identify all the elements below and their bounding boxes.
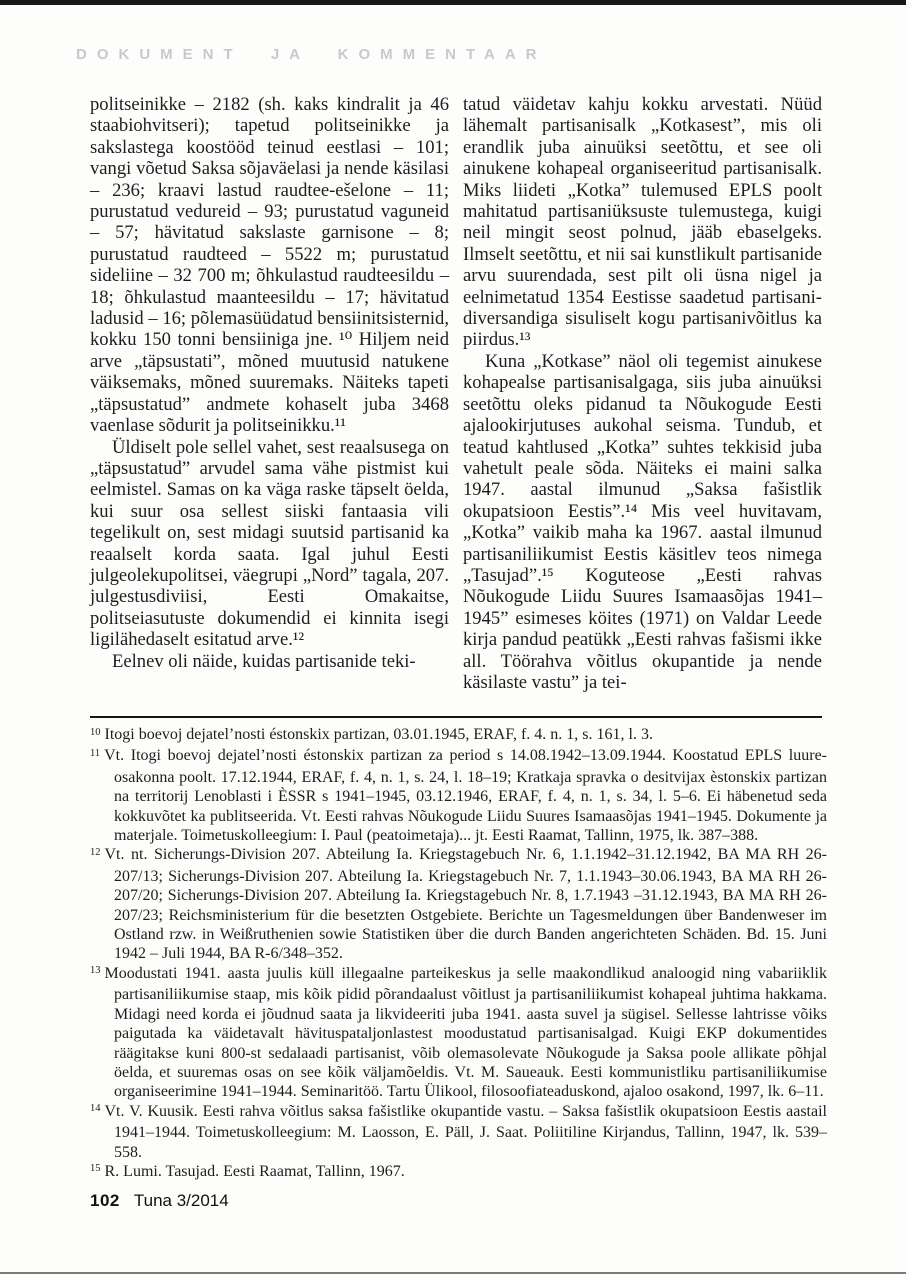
footnote xyxy=(90,725,827,746)
footnote-text: R. Lumi. Tasujad. Eesti Raamat, Tallinn, 1967. xyxy=(104,1162,405,1180)
footnote xyxy=(90,746,827,845)
footnote-number: 10 xyxy=(90,726,101,738)
footnote-text: Moodustati 1941. aasta juulis küll illegaalne parteikeskus ja selle maakondlikud analoogid ning vabariiklik partisaniliikumise staap, mis kõik pidid põrandaalust võitlust ja partisaniliikumist kohapeal juhtima hakkama. Midagi need korda ei jõudnud saata ja likvideeriti juba 1941. aasta suvel ja sügisel. Sellesse lahtrisse võiks paigutada ka väidetavalt hävituspataljonlastest moodustatud partisanisalgad. Kuigi EKP dokumentides räägitakse kuni 800-st sedalaadi partisanist, võib olemasolevate Nõukogude ja Saksa poole allikate põhjal öelda, et suuremas osas on see kõik väljamõeldis. Vt. M. Saueauk. Eesti kommunistliku partisaniliikumise organiseerimine 1941–1944. Seminaritöö. Tartu Ülikool, filosoofiateaduskond, ajaloo osakond, 1997, lk. 6–11. xyxy=(104,964,827,1101)
text-columns xyxy=(90,94,822,693)
footnote xyxy=(90,845,827,963)
body-paragraph: Eelnev oli näide, kuidas partisanide teki- xyxy=(112,650,416,672)
page-number: 102 xyxy=(90,1191,120,1210)
footnote-text: Vt. V. Kuusik. Eesti rahva võitlus saksa fašistlike okupantide vastu. – Saksa fašistlik okupatsioon Eestis aastail 1941–1944. Toimetuskolleegium: M. Laosson, E. Päll, J. Saat. Poliitiline Kirjandus, Tallinn, 1947, lk. 539–558. xyxy=(104,1102,827,1161)
footnotes xyxy=(90,725,827,1183)
footnote-text: Vt. nt. Sicherungs-Division 207. Abteilung Ia. Kriegstagebuch Nr. 6, 1.1.1942–31.12.1942, BA MA RH 26-207/13; Sicherungs-Division 207. Abteilung Ia. Kriegstagebuch Nr. 7, 1.1.1943–30.06.1943, BA MA RH 26-207/20; Sicherungs-Division 207. Abteilung Ia. Kriegstagebuch Nr. 8, 1.7.1943 –31.12.1943, BA MA RH 26-207/23; Reichsministerium für die besetzten Ostgebiete. Berichte un Tagesmeldungen über Bandenweser im Ostland rzw. in Weißruthenien sowie Statistiken über die durch Banden angerichteten Schäden. Bd. 15. Juni 1942 – Juli 1944, BA R-6/348–352. xyxy=(104,846,827,963)
footnote-number: 15 xyxy=(90,1163,101,1175)
journal-issue: Tuna 3/2014 xyxy=(133,1191,229,1210)
footnote-number: 14 xyxy=(90,1103,101,1115)
footnote-number: 11 xyxy=(90,747,101,759)
footnote xyxy=(90,964,827,1102)
body-paragraph: Üldiselt pole sellel vahet, sest reaalsusega on „täpsustatud” arvudel sama vähe pistmist kui eelmistel. Samas on ka väga raske täpselt öelda, kui suur osa sellest siiski fantaasia vili tegelikult on, sest midagi suutsid partisanid ka reaalselt korda saata. Igal juhul Eesti julgeolekupolitsei, väegrupi „Nord” tagala, 207. julgestusdiviisi, Eesti Omakaitse, politseiasutuste dokumendid ei kinnita isegi ligilähedaselt esitatud arve.¹² xyxy=(90,436,449,651)
section-header: DOKUMENT JA KOMMENTAAR xyxy=(76,46,547,63)
footnote-text: Vt. Itogi boevoj dejatel’nosti éstonskix partizan za period s 14.08.1942–13.09.1944. Koostatud EPLS luureosakonna poolt. 17.12.1944, ERAF, f. 4, n. 1, s. 24, l. 18–19; Kratkaja spravka o desitvijax èstonskix partizan na territorij Lenoblasti i ÈSSR s 1941–1945, 03.12.1946, ERAF, f. 4, n. 1, s. 34, l. 5–6. Ei häbenetud seda kokkuvõtet ka publitseerida. Vt. Eesti rahvas Nõukogude Liidu Suures Isamaasõjas 1941–1945. Dokumente ja materjale. Toimetuskolleegium: I. Paul (peatoimetaja)... jt. Eesti Raamat, Tallinn, 1975, lk. 387–388. xyxy=(104,747,827,845)
scan-bottom-edge xyxy=(0,1272,906,1274)
footnote-text: Itogi boevoj dejatel’nosti éstonskix partizan, 03.01.1945, ERAF, f. 4. n. 1, s. 161, l. 3. xyxy=(104,726,653,743)
body-paragraph: politseinikke – 2182 (sh. kaks kindralit ja 46 staabiohvitseri); tapetud politseinikke ja sakslastega koostööd teinud eestlasi – 101; vangi võetud Saksa sõjaväelasi ja nende käsilasi – 236; kraavi lastud raudtee-ešelone – 11; purustatud vedureid – 93; purustatud vaguneid – 57; hävitatud sakslaste garnisone – 8; purustatud raudteed – 5522 m; purustatud sideliine – 32 700 m; õhkulastud raudteesildu – 18; õhkulastud maanteesildu – 17; hävitatud ladusid – 16; põlemasüüdatud bensiinitsisternid, kokku 150 tonni bensiiniga jne. ¹⁰ Hiljem neid arve „täpsustati”, mõned muutusid natukene väiksemaks, mõned suuremaks. Näiteks tapeti „täpsustatud” andmete kohaselt juba 3468 vaenlase sõdurit ja politseinikku.¹¹ xyxy=(90,94,449,437)
scan-top-edge xyxy=(0,0,906,5)
footnote xyxy=(90,1102,827,1162)
left-column xyxy=(90,94,449,693)
footnote-number: 12 xyxy=(90,846,101,858)
body-paragraph: tatud väidetav kahju kokku arvestati. Nüüd lähemalt partisanisalk „Kotkasest”, mis oli erandlik juba ainuüksi seetõttu, et see oli ainukene kohapeal organiseeritud partisanisalk. Miks liideti „Kotka” tulemused EPLS poolt mahitatud partisaniüksuste tulemustega, kuigi neil mingit seost polnud, jääb ebaselgeks. Ilmselt seetõttu, et nii sai kunstlikult partisanide arvu suurendada, sest pilt oli üsna nigel ja eelnimetatud 1354 Eestisse saadetud partisani-diversandiga sisuliselt kogu partisanivõitlus ka piirdus.¹³ xyxy=(463,94,822,351)
right-column xyxy=(463,94,822,693)
page-footer xyxy=(90,1191,229,1211)
footnote xyxy=(90,1162,827,1183)
footnote-separator xyxy=(90,716,822,718)
footnote-number: 13 xyxy=(90,965,101,977)
body-paragraph: Kuna „Kotkase” näol oli tegemist ainukese kohapealse partisanisalgaga, siis juba ainuüksi seetõttu oleks pidanud ta Nõukogude Eesti ajalookirjutuses aukohal seisma. Tundub, et teatud kahtlused „Kotka” suhtes tekkisid juba vahetult peale sõda. Näiteks ei maini salka 1947. aastal ilmunud „Saksa fašistlik okupatsioon Eestis”.¹⁴ Mis veel huvitavam, „Kotka” vaikib maha ka 1967. aastal ilmunud partisaniliikumist Eestis käsitlev teos nimega „Tasujad”.¹⁵ Koguteose „Eesti rahvas Nõukogude Liidu Suures Isamaasõjas 1941–1945” esimeses köites (1971) on Valdar Leede kirja pandud peatükk „Eesti rahvas fašismi ikke all. Töörahva võitlus okupantide ja nende käsilaste vastu” ja tei- xyxy=(463,350,822,693)
